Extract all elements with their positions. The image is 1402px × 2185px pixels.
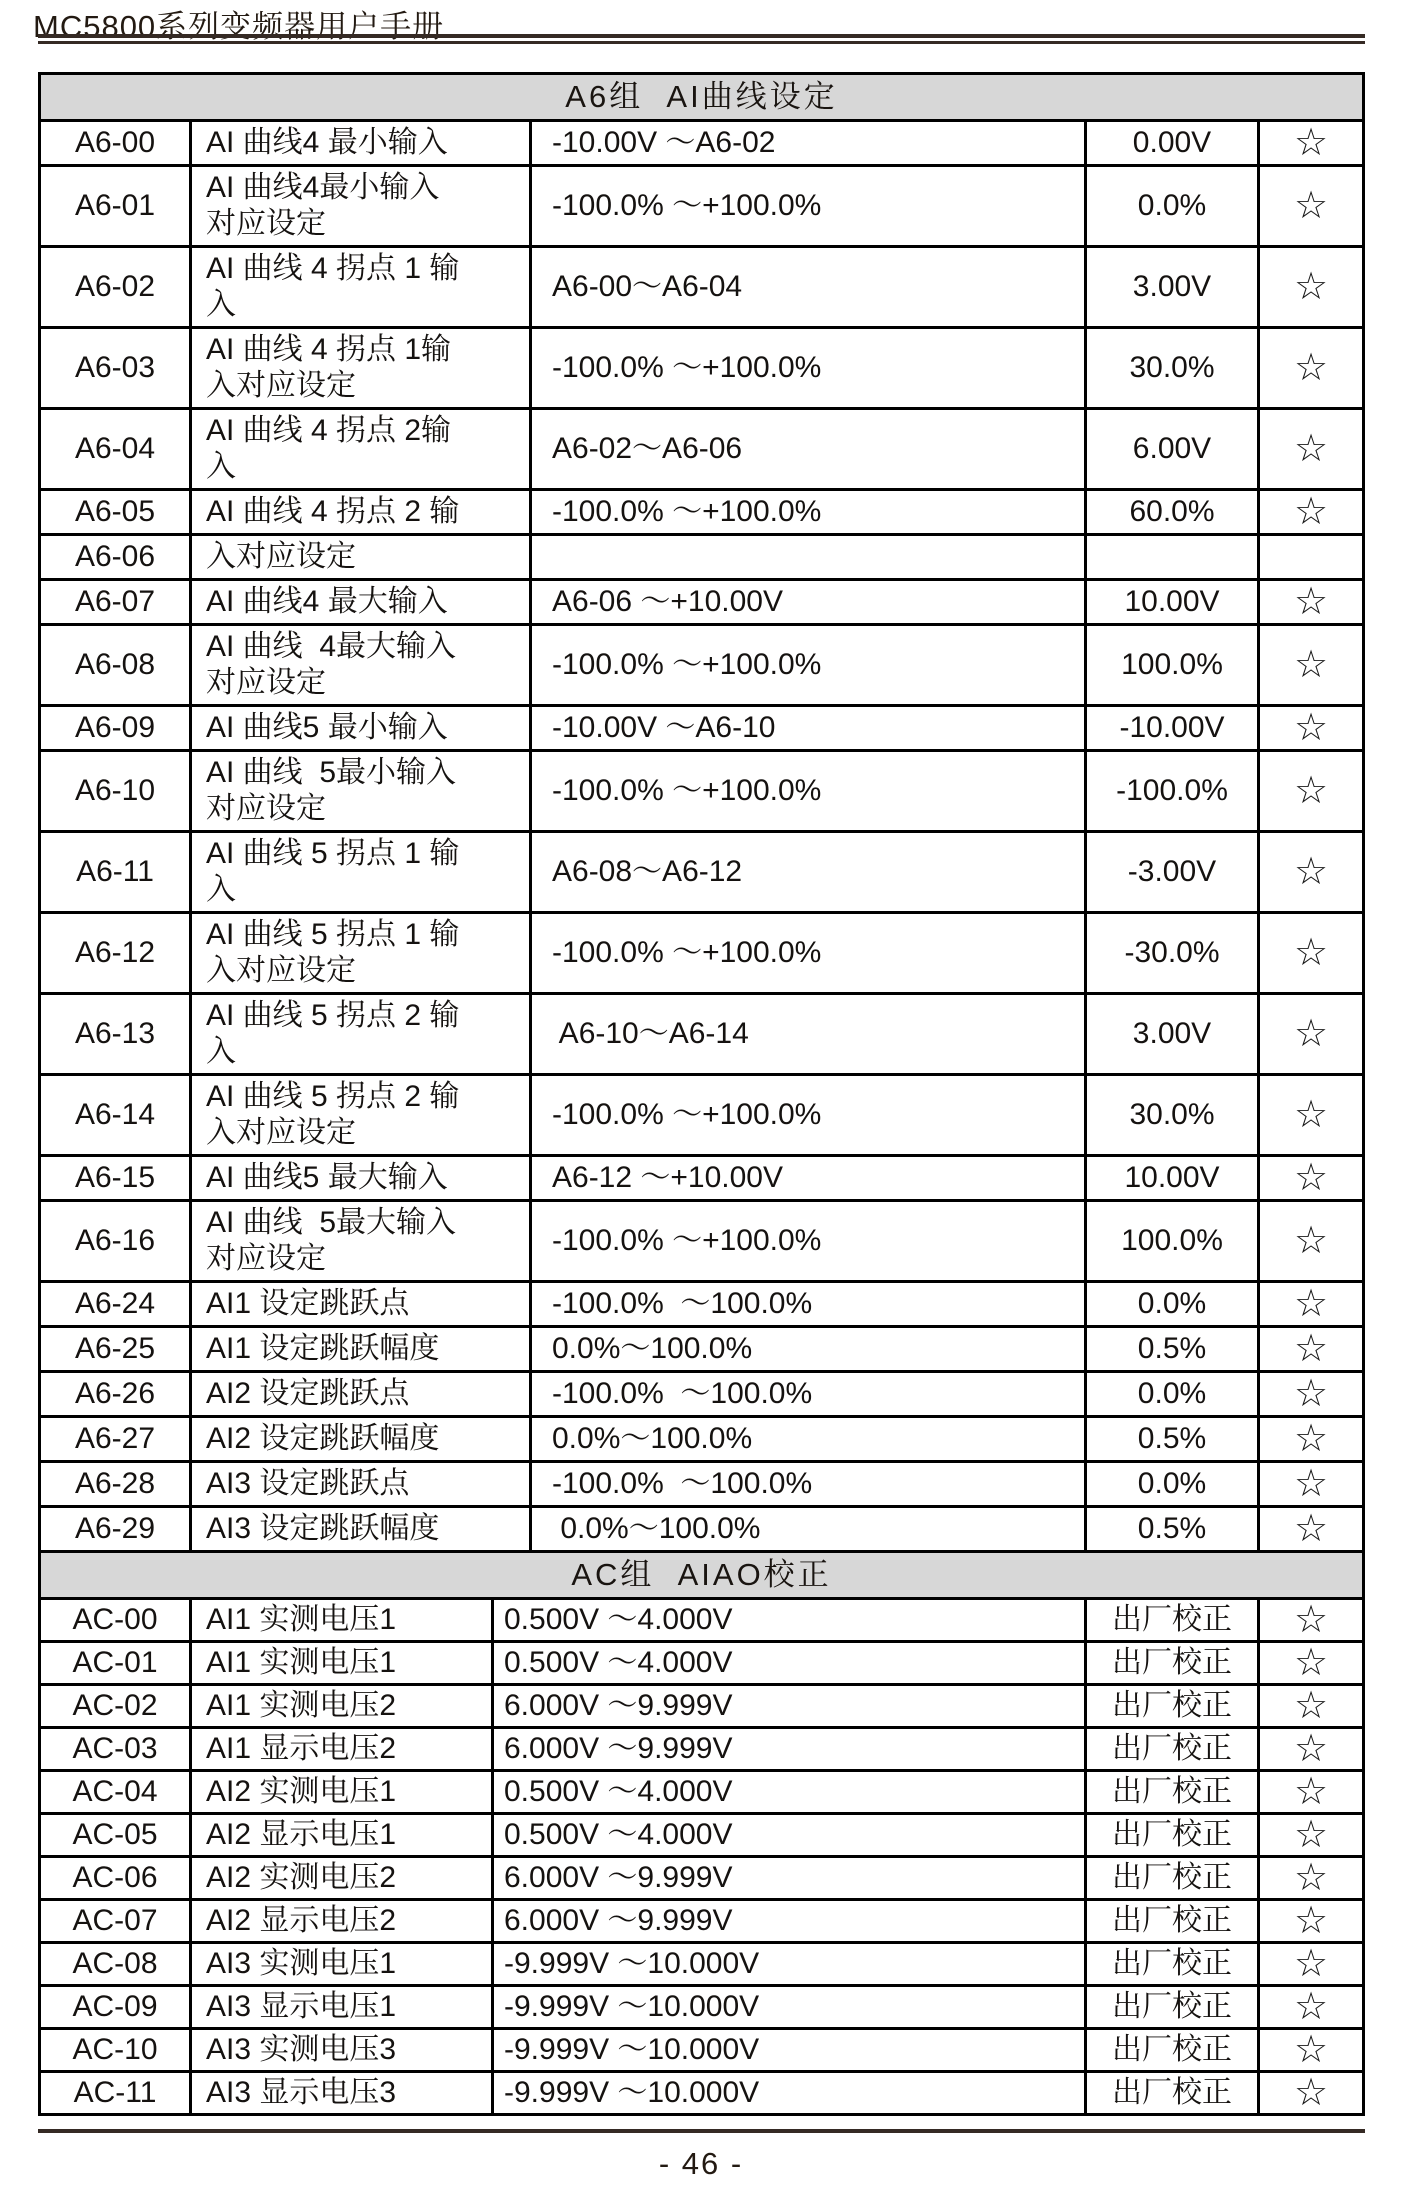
param-name-line: AI 曲线 5最大输入 xyxy=(206,1206,457,1239)
param-name xyxy=(189,122,529,164)
param-name-line: AI2 设定跳跃幅度 xyxy=(206,1422,440,1455)
star-icon: ☆ xyxy=(1257,1283,1362,1325)
param-default: 0.5% xyxy=(1084,1328,1257,1370)
param-name xyxy=(189,752,529,830)
param-range: 0.0%～100.0% xyxy=(529,1508,1084,1550)
param-name-line: AI2 实测电压2 xyxy=(206,1861,397,1894)
table-row-ac-11 xyxy=(41,2070,1362,2113)
param-name xyxy=(189,1901,491,1941)
star-icon: ☆ xyxy=(1257,1729,1362,1769)
param-range: 0.0%～100.0% xyxy=(529,1418,1084,1460)
table-row-ac-02 xyxy=(41,1683,1362,1726)
star-icon: ☆ xyxy=(1257,1076,1362,1154)
table-row-ac-06 xyxy=(41,1855,1362,1898)
param-default: 出厂校正 xyxy=(1084,1686,1257,1726)
param-code: AC-07 xyxy=(72,1904,158,1937)
table-row-a6-24 xyxy=(41,1280,1362,1325)
param-code: A6-06 xyxy=(74,540,156,573)
param-default: 0.5% xyxy=(1084,1418,1257,1460)
param-code: AC-09 xyxy=(72,1990,158,2023)
param-default: 0.0% xyxy=(1084,1283,1257,1325)
param-default: 出厂校正 xyxy=(1084,1944,1257,1984)
param-name-line: AI3 显示电压1 xyxy=(206,1990,397,2023)
param-code: AC-02 xyxy=(72,1689,158,1722)
star-icon: ☆ xyxy=(1257,122,1362,164)
param-default: 0.00V xyxy=(1084,122,1257,164)
param-name-line: AI 曲线4最小输入 xyxy=(206,171,440,204)
param-name xyxy=(189,1283,529,1325)
param-code: A6-25 xyxy=(74,1332,156,1365)
star-icon: ☆ xyxy=(1257,1901,1362,1941)
param-range: -9.999V ～10.000V xyxy=(491,2030,1084,2070)
star-icon: ☆ xyxy=(1257,1944,1362,1984)
param-default: 0.0% xyxy=(1084,1463,1257,1505)
param-range: -100.0% ～+100.0% xyxy=(529,914,1084,992)
param-name-line: AI 曲线4 最小输入 xyxy=(206,126,448,159)
param-name xyxy=(189,1686,491,1726)
param-name-line: AI 曲线 4最大输入 xyxy=(206,630,457,663)
param-name xyxy=(189,1944,491,1984)
param-name-line: AI3 设定跳跃点 xyxy=(206,1467,410,1500)
param-name-line: 入 xyxy=(206,288,236,321)
param-name-line: 对应设定 xyxy=(206,207,326,240)
param-name-line: 入对应设定 xyxy=(206,540,356,573)
param-code: AC-11 xyxy=(73,2076,157,2109)
param-code: AC-08 xyxy=(72,1947,158,1980)
param-name xyxy=(189,626,529,704)
param-range: A6-06 ～+10.00V xyxy=(529,581,1084,623)
param-range: 6.000V ～9.999V xyxy=(491,1901,1084,1941)
param-default: 3.00V xyxy=(1084,248,1257,326)
param-code: A6-04 xyxy=(74,432,156,465)
star-icon: ☆ xyxy=(1257,1157,1362,1199)
param-range: -100.0% ～+100.0% xyxy=(529,752,1084,830)
param-default: 出厂校正 xyxy=(1084,1772,1257,1812)
star-icon: ☆ xyxy=(1257,1328,1362,1370)
table-row-a6-07 xyxy=(41,578,1362,623)
param-range: -9.999V ～10.000V xyxy=(491,1987,1084,2027)
star-icon: ☆ xyxy=(1257,1508,1362,1550)
param-name xyxy=(189,581,529,623)
param-name xyxy=(189,410,529,488)
param-name-line: AI 曲线 4 拐点 2 输 xyxy=(206,495,460,528)
param-code: A6-10 xyxy=(74,774,156,807)
param-default: 出厂校正 xyxy=(1084,1987,1257,2027)
table-row-a6-14 xyxy=(41,1073,1362,1154)
param-name xyxy=(189,491,529,533)
param-code: AC-00 xyxy=(72,1603,158,1636)
param-name xyxy=(189,2073,491,2113)
param-name xyxy=(189,329,529,407)
parameter-table xyxy=(38,72,1365,2116)
table-row-a6-08 xyxy=(41,623,1362,704)
param-code: A6-16 xyxy=(74,1224,156,1257)
param-code: AC-03 xyxy=(72,1732,158,1765)
param-default: -100.0% xyxy=(1084,752,1257,830)
star-icon: ☆ xyxy=(1257,1373,1362,1415)
param-default: 出厂校正 xyxy=(1084,1858,1257,1898)
param-range: -100.0% ～+100.0% xyxy=(529,1202,1084,1280)
star-icon: ☆ xyxy=(1257,752,1362,830)
param-name xyxy=(189,167,529,245)
param-default: -30.0% xyxy=(1084,914,1257,992)
param-default: 3.00V xyxy=(1084,995,1257,1073)
param-code: A6-15 xyxy=(74,1161,156,1194)
param-name-line: 入对应设定 xyxy=(206,369,356,402)
param-name-line: AI3 显示电压3 xyxy=(206,2076,397,2109)
param-name-line: AI2 显示电压2 xyxy=(206,1904,397,1937)
table-row-a6-01 xyxy=(41,164,1362,245)
param-code: A6-03 xyxy=(74,351,156,384)
table-row-a6-06 xyxy=(41,533,1362,578)
param-code: A6-08 xyxy=(74,648,156,681)
param-name xyxy=(189,1772,491,1812)
param-name-line: 入 xyxy=(206,450,236,483)
param-range: -100.0% ～100.0% xyxy=(529,1373,1084,1415)
param-name-line: AI1 设定跳跃幅度 xyxy=(206,1332,440,1365)
param-default xyxy=(1084,536,1257,578)
param-range: 6.000V ～9.999V xyxy=(491,1686,1084,1726)
param-name-line: 入 xyxy=(206,873,236,906)
star-icon: ☆ xyxy=(1257,1418,1362,1460)
star-icon: ☆ xyxy=(1257,1858,1362,1898)
star-icon: ☆ xyxy=(1257,1772,1362,1812)
star-icon: ☆ xyxy=(1257,833,1362,911)
param-code: A6-29 xyxy=(74,1512,156,1545)
param-default: 出厂校正 xyxy=(1084,1643,1257,1683)
param-name xyxy=(189,1643,491,1683)
star-icon: ☆ xyxy=(1257,491,1362,533)
param-code: AC-06 xyxy=(72,1861,158,1894)
star-icon: ☆ xyxy=(1257,914,1362,992)
param-name-line: AI3 实测电压1 xyxy=(206,1947,397,1980)
table-row-ac-10 xyxy=(41,2027,1362,2070)
table-row-a6-27 xyxy=(41,1415,1362,1460)
page-number: - 46 - xyxy=(658,2146,744,2181)
param-default: 60.0% xyxy=(1084,491,1257,533)
param-default: 6.00V xyxy=(1084,410,1257,488)
star-icon: ☆ xyxy=(1257,1463,1362,1505)
param-name-line: AI 曲线 4 拐点 1 输 xyxy=(206,252,460,285)
param-code: A6-00 xyxy=(74,126,156,159)
param-name-line: AI2 设定跳跃点 xyxy=(206,1377,410,1410)
param-default: 10.00V xyxy=(1084,581,1257,623)
param-name xyxy=(189,1600,491,1640)
param-name xyxy=(189,1815,491,1855)
param-name xyxy=(189,995,529,1073)
param-range: 0.0%～100.0% xyxy=(529,1328,1084,1370)
param-name-line: 入对应设定 xyxy=(206,954,356,987)
param-name-line: AI2 实测电压1 xyxy=(206,1775,397,1808)
param-range: 6.000V ～9.999V xyxy=(491,1858,1084,1898)
param-range: 0.500V ～4.000V xyxy=(491,1815,1084,1855)
section-header-ac: AC组 AIAO校正 xyxy=(41,1550,1362,1597)
param-name-line: AI1 实测电压2 xyxy=(206,1689,397,1722)
star-icon: ☆ xyxy=(1257,1987,1362,2027)
param-range: A6-02～A6-06 xyxy=(529,410,1084,488)
param-code: A6-07 xyxy=(74,585,156,618)
param-code: A6-02 xyxy=(74,270,156,303)
param-range: -9.999V ～10.000V xyxy=(491,2073,1084,2113)
param-name xyxy=(189,1076,529,1154)
table-row-a6-09 xyxy=(41,704,1362,749)
star-icon: ☆ xyxy=(1257,995,1362,1073)
star-icon: ☆ xyxy=(1257,1600,1362,1640)
param-range: A6-12 ～+10.00V xyxy=(529,1157,1084,1199)
param-default: 30.0% xyxy=(1084,1076,1257,1154)
table-row-a6-11 xyxy=(41,830,1362,911)
table-row-a6-03 xyxy=(41,326,1362,407)
param-name-line: AI 曲线 5 拐点 1 输 xyxy=(206,837,460,870)
table-row-ac-00 xyxy=(41,1597,1362,1640)
param-range: 0.500V ～4.000V xyxy=(491,1643,1084,1683)
param-range: A6-10～A6-14 xyxy=(529,995,1084,1073)
param-code: AC-05 xyxy=(72,1818,158,1851)
table-row-a6-29 xyxy=(41,1505,1362,1550)
param-name-line: 入对应设定 xyxy=(206,1116,356,1149)
param-code: A6-27 xyxy=(74,1422,156,1455)
table-row-a6-02 xyxy=(41,245,1362,326)
param-name xyxy=(189,1202,529,1280)
table-row-a6-05 xyxy=(41,488,1362,533)
table-row-ac-04 xyxy=(41,1769,1362,1812)
param-name xyxy=(189,1729,491,1769)
param-name-line: AI1 设定跳跃点 xyxy=(206,1287,410,1320)
table-row-ac-05 xyxy=(41,1812,1362,1855)
table-row-a6-28 xyxy=(41,1460,1362,1505)
table-row-a6-15 xyxy=(41,1154,1362,1199)
star-icon: ☆ xyxy=(1257,1815,1362,1855)
param-name xyxy=(189,707,529,749)
param-code: A6-09 xyxy=(74,711,156,744)
star-icon-empty xyxy=(1257,536,1362,578)
param-default: 出厂校正 xyxy=(1084,1600,1257,1640)
param-code: AC-04 xyxy=(72,1775,158,1808)
param-name xyxy=(189,833,529,911)
table-row-a6-16 xyxy=(41,1199,1362,1280)
param-range: A6-08～A6-12 xyxy=(529,833,1084,911)
star-icon: ☆ xyxy=(1257,1202,1362,1280)
param-name xyxy=(189,2030,491,2070)
table-row-ac-07 xyxy=(41,1898,1362,1941)
param-range: A6-00～A6-04 xyxy=(529,248,1084,326)
param-name-line: AI1 实测电压1 xyxy=(206,1603,397,1636)
param-default: 10.00V xyxy=(1084,1157,1257,1199)
param-name xyxy=(189,914,529,992)
param-name xyxy=(189,1987,491,2027)
param-default: 出厂校正 xyxy=(1084,1815,1257,1855)
param-name-line: AI 曲线 5最小输入 xyxy=(206,756,457,789)
param-name xyxy=(189,536,529,578)
param-code: A6-13 xyxy=(74,1017,156,1050)
param-range: -100.0% ～+100.0% xyxy=(529,626,1084,704)
param-range: 0.500V ～4.000V xyxy=(491,1600,1084,1640)
param-name-line: AI 曲线4 最大输入 xyxy=(206,585,448,618)
param-name-line: AI 曲线5 最大输入 xyxy=(206,1161,448,1194)
param-default: 出厂校正 xyxy=(1084,1729,1257,1769)
param-name-line: AI1 实测电压1 xyxy=(206,1646,397,1679)
param-code: A6-28 xyxy=(74,1467,156,1500)
star-icon: ☆ xyxy=(1257,167,1362,245)
star-icon: ☆ xyxy=(1257,1686,1362,1726)
param-range: -9.999V ～10.000V xyxy=(491,1944,1084,1984)
param-code: A6-01 xyxy=(74,189,156,222)
star-icon: ☆ xyxy=(1257,2030,1362,2070)
table-row-a6-04 xyxy=(41,407,1362,488)
table-row-a6-25 xyxy=(41,1325,1362,1370)
table-row-ac-09 xyxy=(41,1984,1362,2027)
param-name-line: 对应设定 xyxy=(206,666,326,699)
param-name xyxy=(189,1157,529,1199)
table-row-a6-26 xyxy=(41,1370,1362,1415)
star-icon: ☆ xyxy=(1257,410,1362,488)
param-code: A6-12 xyxy=(74,936,156,969)
param-name-line: AI3 设定跳跃幅度 xyxy=(206,1512,440,1545)
param-default: 100.0% xyxy=(1084,626,1257,704)
param-range xyxy=(529,536,1084,578)
param-name-line: AI 曲线 4 拐点 2输 xyxy=(206,414,452,447)
param-default: 出厂校正 xyxy=(1084,1901,1257,1941)
param-code: A6-26 xyxy=(74,1377,156,1410)
param-default: -10.00V xyxy=(1084,707,1257,749)
star-icon: ☆ xyxy=(1257,329,1362,407)
param-range: 0.500V ～4.000V xyxy=(491,1772,1084,1812)
param-name-line: AI 曲线 5 拐点 2 输 xyxy=(206,1080,460,1113)
param-name-line: AI3 实测电压3 xyxy=(206,2033,397,2066)
param-code: A6-11 xyxy=(76,855,154,888)
section-header-a6: A6组 AI曲线设定 xyxy=(41,75,1362,119)
table-row-ac-08 xyxy=(41,1941,1362,1984)
star-icon: ☆ xyxy=(1257,2073,1362,2113)
param-name xyxy=(189,1508,529,1550)
param-range: -100.0% ～+100.0% xyxy=(529,491,1084,533)
table-row-a6-10 xyxy=(41,749,1362,830)
param-name-line: AI 曲线 5 拐点 2 输 xyxy=(206,999,460,1032)
param-range: 6.000V ～9.999V xyxy=(491,1729,1084,1769)
footer-rule xyxy=(38,2129,1365,2133)
star-icon: ☆ xyxy=(1257,1643,1362,1683)
table-row-a6-12 xyxy=(41,911,1362,992)
param-name xyxy=(189,1373,529,1415)
param-name xyxy=(189,1463,529,1505)
star-icon: ☆ xyxy=(1257,248,1362,326)
param-default: 0.5% xyxy=(1084,1508,1257,1550)
table-row-ac-01 xyxy=(41,1640,1362,1683)
param-default: 0.0% xyxy=(1084,167,1257,245)
param-range: -100.0% ～+100.0% xyxy=(529,1076,1084,1154)
param-name-line: 对应设定 xyxy=(206,792,326,825)
param-range: -10.00V ～A6-02 xyxy=(529,122,1084,164)
param-name xyxy=(189,1328,529,1370)
param-code: A6-24 xyxy=(74,1287,156,1320)
param-code: A6-05 xyxy=(74,495,156,528)
param-name xyxy=(189,1418,529,1460)
header-rule xyxy=(38,34,1365,44)
param-code: A6-14 xyxy=(74,1098,156,1131)
star-icon: ☆ xyxy=(1257,707,1362,749)
param-default: 0.0% xyxy=(1084,1373,1257,1415)
param-name-line: AI 曲线 5 拐点 1 输 xyxy=(206,918,460,951)
page-title: MC5800系列变频器用户手册 xyxy=(33,9,445,44)
star-icon: ☆ xyxy=(1257,581,1362,623)
param-default: 出厂校正 xyxy=(1084,2030,1257,2070)
param-name-line: 对应设定 xyxy=(206,1242,326,1275)
param-name-line: AI1 显示电压2 xyxy=(206,1732,397,1765)
star-icon: ☆ xyxy=(1257,626,1362,704)
table-row-a6-13 xyxy=(41,992,1362,1073)
param-default: 出厂校正 xyxy=(1084,2073,1257,2113)
param-default: -3.00V xyxy=(1084,833,1257,911)
param-range: -100.0% ～+100.0% xyxy=(529,329,1084,407)
param-name-line: AI 曲线 4 拐点 1输 xyxy=(206,333,452,366)
param-range: -10.00V ～A6-10 xyxy=(529,707,1084,749)
param-name-line: AI2 显示电压1 xyxy=(206,1818,397,1851)
param-range: -100.0% ～+100.0% xyxy=(529,167,1084,245)
param-range: -100.0% ～100.0% xyxy=(529,1283,1084,1325)
table-row-a6-00 xyxy=(41,119,1362,164)
param-code: AC-01 xyxy=(72,1646,158,1679)
param-name xyxy=(189,1858,491,1898)
param-name-line: AI 曲线5 最小输入 xyxy=(206,711,448,744)
param-name xyxy=(189,248,529,326)
param-default: 100.0% xyxy=(1084,1202,1257,1280)
param-name-line: 入 xyxy=(206,1035,236,1068)
param-range: -100.0% ～100.0% xyxy=(529,1463,1084,1505)
param-default: 30.0% xyxy=(1084,329,1257,407)
table-row-ac-03 xyxy=(41,1726,1362,1769)
param-code: AC-10 xyxy=(72,2033,158,2066)
